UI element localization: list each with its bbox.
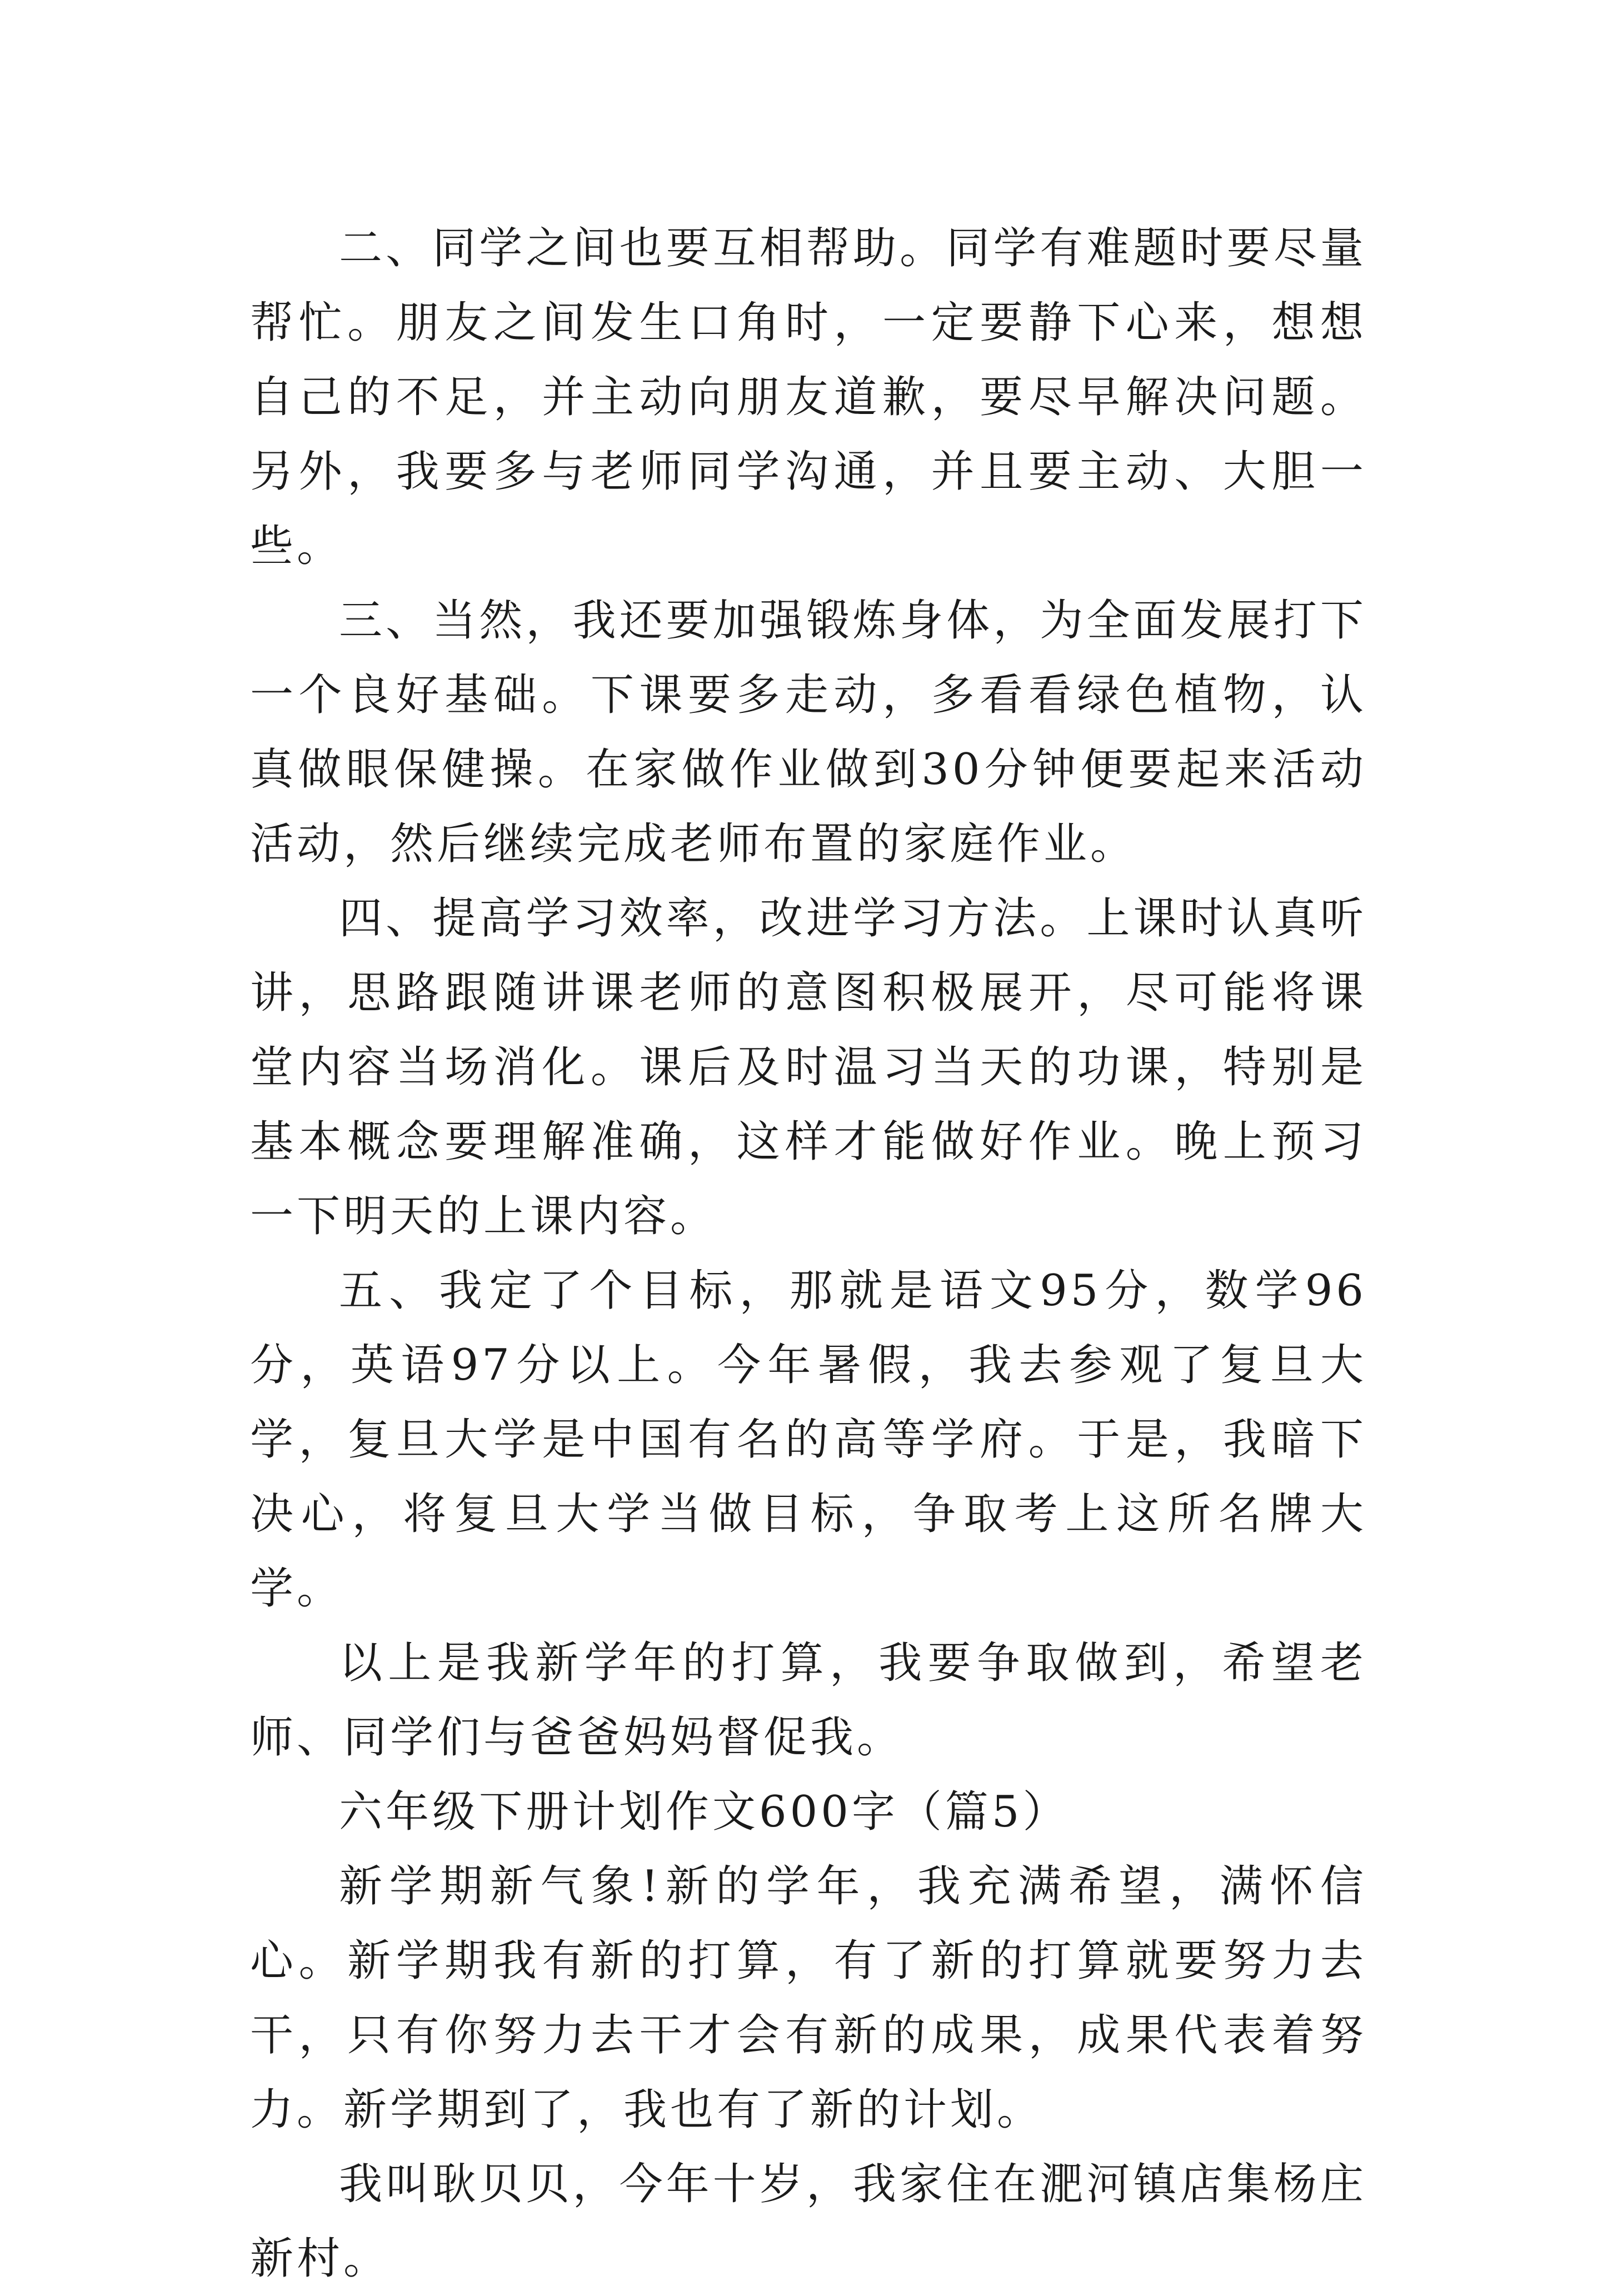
section-title: 六年级下册计划作文600字（篇5）	[339, 1787, 1070, 1837]
paragraph-help-classmates: 二、同学之间也要互相帮助。同学有难题时要尽量帮忙。朋友之间发生口角时，一定要静下心来，想想自己的不足，并主动向朋友道歉，要尽早解决问题。另外，我要多与老师同学沟通，并且要主动、大胆一些。	[250, 223, 1367, 571]
paragraph-new-semester: 新学期新气象!新的学年，我充满希望，满怀信心。新学期我有新的打算，有了新的打算就要努力去干，只有你努力去干才会有新的成果，成果代表着努力。新学期到了，我也有了新的计划。	[250, 1861, 1367, 2135]
paragraph-summary: 以上是我新学年的打算，我要争取做到，希望老师、同学们与爸爸妈妈督促我。	[250, 1638, 1367, 1763]
paragraph-introduction: 我叫耿贝贝，今年十岁，我家住在淝河镇店集杨庄新村。	[250, 2159, 1367, 2284]
paragraph-study-efficiency: 四、提高学习效率，改进学习方法。上课时认真听讲，思路跟随讲课老师的意图积极展开，尽可能将课堂内容当场消化。课后及时温习当天的功课，特别是基本概念要理解准确，这样才能做好作业。晚上预习一下明天的上课内容。	[250, 894, 1367, 1241]
document-body	[250, 211, 1367, 2296]
paragraph-exercise: 三、当然，我还要加强锻炼身体，为全面发展打下一个良好基础。下课要多走动，多看看绿色植物，认真做眼保健操。在家做作业做到30分钟便要起来活动活动，然后继续完成老师布置的家庭作业。	[250, 596, 1367, 869]
paragraph-goals: 五、我定了个目标，那就是语文95分，数学96分，英语97分以上。今年暑假，我去参观了复旦大学，复旦大学是中国有名的高等学府。于是，我暗下决心，将复旦大学当做目标，争取考上这所名牌大学。	[250, 1266, 1367, 1614]
